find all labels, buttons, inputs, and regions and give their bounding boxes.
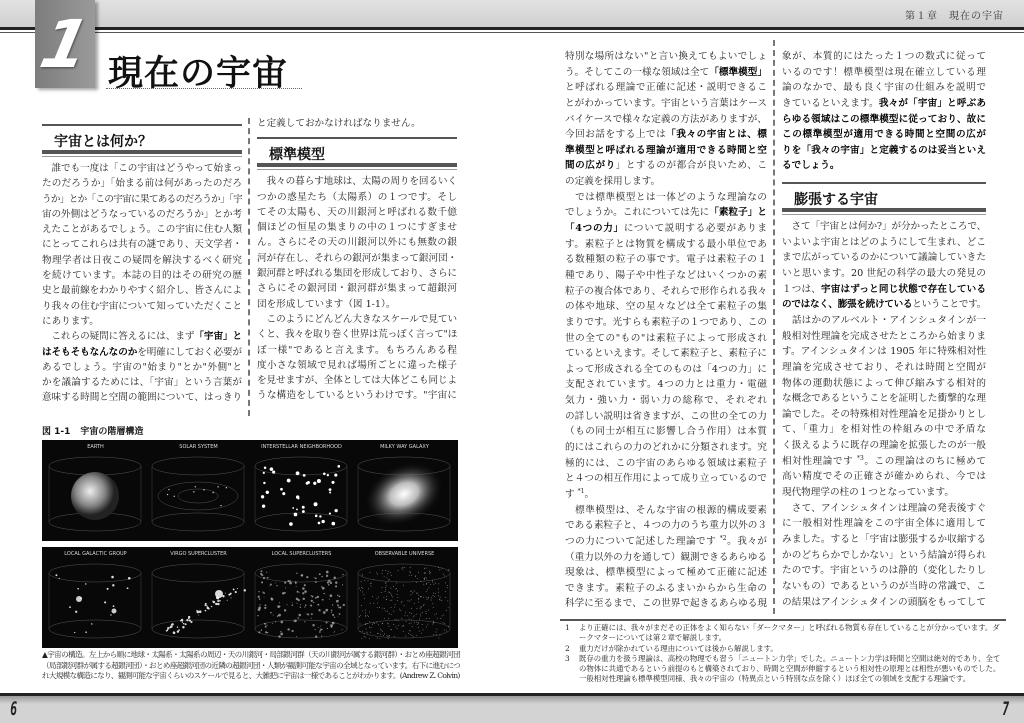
text-line xyxy=(782,96,986,112)
figure-label xyxy=(42,424,153,437)
figure-cell-interstellar-neighborhood xyxy=(250,442,353,539)
column-separator xyxy=(248,118,250,416)
figure-cell-observable-universe xyxy=(353,549,456,646)
text-line: の体や地球、空の星々などは全て素粒子の集 xyxy=(565,301,767,313)
text-line: の定義を採用します。 xyxy=(565,176,661,188)
text-span: 今回お話をする上では xyxy=(565,129,667,141)
title-underline xyxy=(106,88,302,89)
text-line: かを議論するためには、「宇宙」という言葉が xyxy=(42,377,242,389)
section-heading xyxy=(257,137,457,167)
galaxy-icon xyxy=(353,449,454,539)
text-span: 。 xyxy=(584,488,595,500)
body-text xyxy=(257,116,457,131)
text-line xyxy=(565,205,767,221)
text-line: 高い精度でその正確さが確かめられ、今では xyxy=(782,471,986,483)
text-line: 銀河群と呼ばれる集団を形成しており、さらに xyxy=(257,268,457,280)
text-line: 理論を完成させており、それは時間と空間が xyxy=(782,361,986,373)
figure-cell-local-galactic-group xyxy=(44,549,147,646)
figure-cell-local-superclusters xyxy=(250,549,353,646)
text-line xyxy=(42,329,242,344)
text-line: 粒子の複合体であり、それらで形作られる我々 xyxy=(565,285,767,297)
text-line: 物体の運動状態によって伸び縮みする相対的 xyxy=(782,377,986,389)
text-line: の詳しい説明は省きますが、この世の全ての力 xyxy=(565,410,767,422)
section-heading-text: 膨張する宇宙 xyxy=(794,192,878,209)
text-line: 河が存在し、それらの銀河が集まって銀河団・ xyxy=(257,252,457,264)
text-span: 。我々が xyxy=(726,535,768,547)
text-line: さて「宇宙とは何か?」が分かったところで、 xyxy=(782,221,987,233)
running-title: 第１章 現在の宇宙 xyxy=(905,11,1004,22)
bold-text: はそもそもなんなのか xyxy=(42,346,138,358)
text-line: す。アインシュタインは 1905 年に特殊相対性 xyxy=(782,346,986,358)
text-line xyxy=(782,112,986,128)
text-span: す xyxy=(565,488,578,500)
text-line: たのだろうか」「始まる前は何があったのだろ xyxy=(42,178,242,190)
section-heading-text: 標準模型 xyxy=(269,147,325,164)
text-line: では標準模型とは一体どのような理論なの xyxy=(565,191,767,203)
text-line: ないもの）であるというのが当時の常識で、こ xyxy=(782,580,986,592)
text-line: す。素粒子とは物質を構成する最小単位であ xyxy=(565,238,767,250)
figure-panel-bottom xyxy=(42,547,458,648)
text-line: できます。素粒子のふるまいからから生命の xyxy=(565,582,767,594)
bold-text: 「宇宙」と xyxy=(194,331,242,343)
text-line xyxy=(565,158,767,174)
text-line: うな構造をしているというわけです。"宇宙に xyxy=(257,390,457,402)
figure-cell-label: SOLAR SYSTEM xyxy=(179,444,218,450)
figure-cell-virgo-supercluster xyxy=(147,549,250,646)
chapter-title: 現在の宇宙 xyxy=(108,54,289,94)
text-line: て、「重力」を相対性の枠組みの中で矛盾な xyxy=(782,424,986,436)
text-line xyxy=(565,127,767,143)
figure-cell-solar-system xyxy=(147,442,250,539)
text-line xyxy=(565,65,767,81)
text-span: について説明する必要がありま xyxy=(623,223,767,235)
footnote-number: 3 xyxy=(565,653,570,663)
bold-text: 「素粒子」と xyxy=(709,207,768,219)
header-band xyxy=(0,0,1024,28)
text-line: あるでしょう。宇宙の"始まり"とか"外側"と xyxy=(42,361,242,373)
text-line: と呼ばれる理論で正確に記述・説明できるこ xyxy=(565,82,767,94)
text-line: 支配されています。4つの力とは重力・電磁 xyxy=(565,379,767,391)
header-rule xyxy=(0,27,1024,30)
text-line: 世の全ての"もの"は素粒子によって形成され xyxy=(565,332,767,344)
footnote xyxy=(565,644,1005,654)
text-line xyxy=(782,143,986,159)
bold-text: のではなく、膨張を続けている xyxy=(782,299,913,311)
figure-cell-label: EARTH xyxy=(87,444,104,450)
text-line: ん。さらにその天の川銀河以外にも無数の銀 xyxy=(257,237,457,249)
figure-cell-label: OBSERVABLE UNIVERSE xyxy=(374,551,435,557)
text-line: 現代物理学の柱の１つとなっています。 xyxy=(782,487,954,499)
text-span: きているといえます。 xyxy=(782,97,879,109)
figure-cell-milky-way-galaxy xyxy=(353,442,456,539)
footnote-rule xyxy=(560,619,1006,621)
text-line: を見せますが、全体としては大体どこも同じよ xyxy=(257,375,457,387)
text-line: 個ほどの恒星の集まりの中の１つにすぎませ xyxy=(257,222,457,234)
body-text xyxy=(782,49,986,174)
footnote-ref: *1 xyxy=(577,487,585,495)
text-line: を続けています。本誌の目的はその研究の歴 xyxy=(42,270,242,282)
text-line: とがわかっています。宇宙という言葉はケース xyxy=(565,97,767,109)
bold-text: 我々が「宇宙」と呼ぶあ xyxy=(878,97,987,109)
text-line: る数種類の粒子の事です。電子は素粒子の１ xyxy=(565,254,767,266)
text-line: 特別な場所はない"と言い換えてもよいでしょ xyxy=(565,51,767,62)
text-line: （もの同士が相互に影響し合う作用）は本質 xyxy=(565,426,767,438)
text-line: 宙の外側はどうなっているのだろうか」とか考 xyxy=(42,208,242,220)
text-line xyxy=(782,127,986,143)
header-rule-thin xyxy=(0,32,1024,33)
text-line: たのです。宇宙というのは静的（変化したりし xyxy=(782,565,986,577)
text-line: に一般相対性理論をこの宇宙全体に適用して xyxy=(782,518,986,530)
text-line: 気力・強い力・弱い力の総称で、それぞれ xyxy=(565,395,767,407)
text-line: 団を形成しています（図 1-1）。 xyxy=(257,298,396,310)
bold-text: るでしょう。 xyxy=(782,160,840,172)
text-line: いるのです！標準模型は現在確立している理 xyxy=(782,66,986,78)
text-span: ということです。 xyxy=(912,299,986,311)
text-line: このようにどんどん大きなスケールで見てい xyxy=(257,313,457,325)
figure-cell-label: LOCAL SUPERCLUSTERS xyxy=(271,551,332,557)
footnote-ref: *2 xyxy=(719,534,727,542)
text-line: 科学に至るまで、この世界で起きるあらゆる現 xyxy=(565,598,767,610)
text-line: まりです。光すらも素粒子の１つであり、この xyxy=(565,316,767,328)
left-column-1 xyxy=(42,118,242,406)
bold-text: 「我々の宇宙とは、標 xyxy=(666,129,768,141)
page-number-left: 6 xyxy=(10,698,18,720)
text-line: つかの惑星たち（太陽系）の１つです。そし xyxy=(257,191,457,203)
left-column-2 xyxy=(257,116,457,404)
figure-title: 宇宙の階層構造 xyxy=(80,427,144,437)
text-line: まで広がっているのかについて議論していきた xyxy=(782,252,986,264)
text-line: く扱えるように既存の理論を拡張したのが一般 xyxy=(782,440,986,452)
text-line: てその太陽も、天の川銀河と呼ばれる数千億 xyxy=(257,206,457,218)
text-line: 論のなかで、最も良く宇宙の仕組みを説明で xyxy=(782,82,986,94)
text-span: １つは、 xyxy=(782,283,821,295)
footnote-number: 2 xyxy=(565,643,570,653)
text-line: 極的には、この宇宙のあらゆる領域は素粒子 xyxy=(565,457,767,469)
text-line xyxy=(565,221,767,237)
footer-band xyxy=(0,696,1024,723)
text-span: これらの疑問に答えるには、まず xyxy=(42,331,195,343)
text-line: 象が、本質的にはたった１つの数式に従って xyxy=(782,51,986,62)
figure-cell-label: INTERSTELLAR NEIGHBORHOOD xyxy=(261,444,342,450)
text-line xyxy=(782,454,986,470)
chapter-number: 1 xyxy=(33,6,97,83)
text-span: 。この理論はのちに極めて xyxy=(863,455,986,467)
bold-text: 宇宙はずっと同じ状態で存在している xyxy=(821,283,986,295)
body-text xyxy=(42,161,242,406)
text-line xyxy=(565,143,767,159)
figure-cell-label: LOCAL GALACTIC GROUP xyxy=(64,551,127,557)
text-line: さらにその銀河団・銀河群が集まって超銀河 xyxy=(257,283,457,295)
right-column-1 xyxy=(565,49,767,612)
text-line: さて、アインシュタインは理論の発表後すぐ xyxy=(782,502,986,514)
text-line: 物理学者は日夜この疑問を解決するべく研究 xyxy=(42,254,242,266)
text-line: えたことがあるでしょう。この宇宙に住む人類 xyxy=(42,224,242,236)
text-line: 史と最前線をわかりやすく紹介し、皆さんによ xyxy=(42,285,242,297)
bold-text: 間の広がり xyxy=(565,160,616,172)
bold-text: 「標準模型」 xyxy=(709,66,768,78)
footnote xyxy=(565,654,1005,685)
text-span: 相対性理論です xyxy=(782,455,857,467)
text-line xyxy=(565,487,767,503)
text-span: 」とするのが都合が良いため、こ xyxy=(615,160,767,172)
bold-text: この標準模型が適用できる時間と空間の広が xyxy=(782,129,986,141)
body-text xyxy=(782,219,986,610)
text-line: 話はかのアルベルト・アインシュタインが一 xyxy=(782,314,986,326)
text-line: 誰でも一度は「この宇宙はどうやって始まっ xyxy=(42,163,242,174)
text-line: である素粒子と、４つの力のうち重力以外の３ xyxy=(565,520,767,532)
figure-cell-label: VIRGO SUPERCLUSTER xyxy=(170,551,227,557)
text-line xyxy=(42,345,242,360)
text-line: バイケースで様々な定義の方法がありますが、 xyxy=(565,113,767,125)
text-line: うか」とか「この宇宙に果てあるのだろうか」「宇 xyxy=(42,193,242,205)
text-line: にとってこれらは共有の謎であり、天文学者・ xyxy=(42,239,242,251)
text-line: くと、我々を取り巻く世界は荒っぽく言って"ほ xyxy=(257,329,457,341)
text-line: の結果はアインシュタインの頭脳をもってして xyxy=(782,596,986,608)
text-line: みました。すると「宇宙は膨張するか収縮する xyxy=(782,533,986,545)
text-line xyxy=(782,158,986,174)
body-text xyxy=(257,174,457,403)
figure-cell-label: MILKY WAY GALAXY xyxy=(380,444,429,450)
text-line: （重力以外の力を通して）観測できるあらゆる xyxy=(565,551,767,563)
text-line: 般相対性理論を完成させたところから始まりま xyxy=(782,330,986,342)
text-span: でしょうか。これについては先に xyxy=(565,207,710,219)
figure-number: 図 1-1 xyxy=(42,427,71,437)
text-line: いよいよ宇宙とはどのようにして生まれ、どこ xyxy=(782,236,986,248)
text-line: 現象は、標準模型によって極めて正確に記述 xyxy=(565,567,767,579)
text-line: と定義しておかなければなりません。 xyxy=(257,118,421,129)
text-line: 我々の暮らす地球は、太陽の周りを回るいく xyxy=(257,176,457,188)
text-span: う。そしてこの一様な領域は全て xyxy=(565,66,710,78)
page-number-right: 7 xyxy=(1002,698,1010,720)
footnote-text: 既存の重力を扱う理論は、高校の物理でも習う「ニュートン力学」でした。ニュートン力学は時間と空間は絶対的であり、全ての物体に共通であるという前提のもと構築されており、時間と空間が伸縮するという相対性の原理とは相性が悪いものでした。一般相対性理論も標準模型同様、我々の宇宙の（特異点という特別な点を除く）ほぼ全ての領域を支配する理論です。 xyxy=(579,653,1001,684)
figure-caption: ▲宇宙の構造。左上から順に地球・太陽系・太陽系の周辺・天の川銀河・局部銀河群（天の川銀河が属する銀河群）・おとめ座超銀河団（局部銀河群が属する超銀河団）・おとめ座超銀河団の近隣の超銀河団・人類が観測可能な宇宙の全域となっています。右下に進むにつれ大規模な構造になり、観測可能な宇宙くらいのスケールで見ると、大雑把に宇宙は一様であることがわかります。(Andrew Z. Colvin) xyxy=(42,650,460,681)
column-separator xyxy=(773,40,775,614)
section-heading xyxy=(42,124,242,154)
bold-text: りを「我々の宇宙」と定義するのは妥当といえ xyxy=(782,144,986,156)
text-span: を明確にしておく必要が xyxy=(137,346,242,358)
section-heading-text: 宇宙とは何か？ xyxy=(54,134,152,150)
footnote-text: より正確には、我々がまだその正体をよく知らない「ダークマター」と呼ばれる物質も存在していることが分かっています。ダークマターについては第２章で解説します。 xyxy=(579,623,1000,643)
footnote-text: 重力だけが除かれている理由については後から解説します。 xyxy=(579,643,778,653)
text-line: 論でした。その特殊相対性理論を足掛かりとし xyxy=(782,408,986,420)
earth-icon xyxy=(71,472,119,520)
text-line: かのどちらかでしかない」という結論が得られ xyxy=(782,549,986,561)
bold-text: 「4つの力」 xyxy=(565,223,624,235)
text-line: ぼ一様"であると言えます。もちろんある程 xyxy=(257,344,457,356)
text-line: な概念であるということを証明した衝撃的な理 xyxy=(782,393,986,405)
body-text xyxy=(565,49,767,612)
text-span: つの力について記述した理論です xyxy=(565,535,720,547)
right-column-2 xyxy=(782,49,986,610)
text-line xyxy=(782,282,986,298)
text-line: いと思います。20 世紀の科学の最大の発見の xyxy=(782,268,986,280)
text-line: 的にはこれらの力のどれかに分類されます。究 xyxy=(565,442,767,454)
bold-text: 準模型と呼ばれる理論が適用できる時間と空 xyxy=(565,144,767,156)
text-line: よって形成される全てのものは「4つの力」に xyxy=(565,363,767,375)
footnote-ref: *3 xyxy=(856,454,864,462)
text-line: り我々の住む宇宙について知っていただくこと xyxy=(42,300,242,312)
chapter-number-box xyxy=(35,0,95,88)
text-line: ているといえます。そして素粒子と、素粒子に xyxy=(565,348,767,360)
figure-panel-top xyxy=(42,440,458,541)
figure-cell-earth xyxy=(44,442,147,539)
text-line xyxy=(565,534,767,550)
text-line: 種であり、陽子や中性子などはいくつかの素 xyxy=(565,269,767,281)
bold-text: らゆる領域はこの標準模型に従っており、故に xyxy=(782,113,986,125)
footnote xyxy=(565,623,1005,644)
section-heading xyxy=(782,182,986,212)
text-line: にあります。 xyxy=(42,315,99,327)
text-line: 標準模型は、そんな宇宙の根源的構成要素 xyxy=(565,504,767,516)
text-line: 度小さな領域で見れば場所ごとに違った様子 xyxy=(257,359,457,371)
text-line xyxy=(782,297,986,313)
footnotes xyxy=(565,623,1005,685)
text-line: 意味する時間と空間の範囲について、はっきり xyxy=(42,392,242,404)
text-line: と４つの相互作用によって成り立っているので xyxy=(565,473,767,485)
footnote-number: 1 xyxy=(565,623,570,632)
